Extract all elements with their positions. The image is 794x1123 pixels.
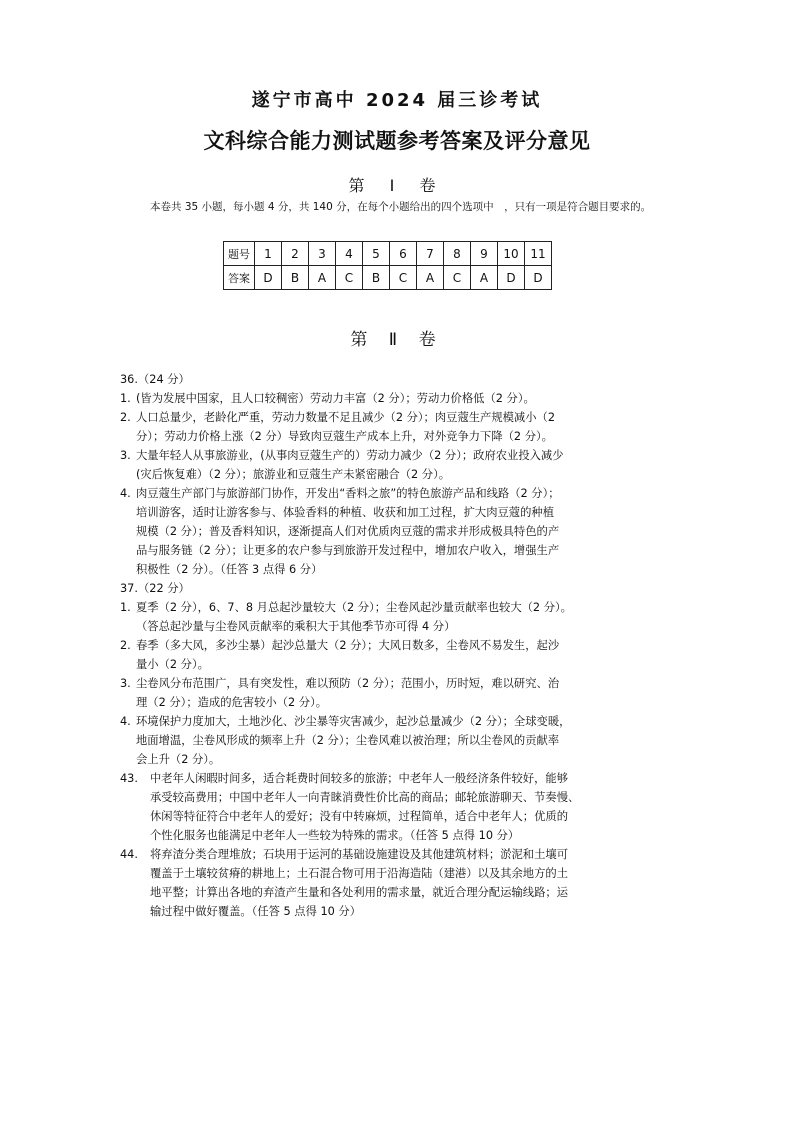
answer-line: 培训游客，适时让游客参与、体验香料的种植、收获和加工过程，扩大肉豆蔻的种植 (136, 506, 554, 519)
answer-line: 分）；劳动力价格上涨（2 分）导致肉豆蔻生产成本上升，对外竞争力下降（2 分）。 (136, 430, 553, 443)
table-cell: 10 (498, 242, 525, 266)
answer-line: 量小（2 分）。 (136, 658, 209, 671)
table-cell: 4 (336, 242, 363, 266)
question-44 (120, 845, 676, 921)
answer-line: 承受较高费用；中国中老年人一向青睐消费性价比高的商品；邮轮旅游聊天、节奏慢、 (150, 791, 580, 804)
item-number: 2. (120, 411, 131, 424)
part1-intro: 本卷共 35 小题，每小题 4 分，共 140 分，在每个小题给出的四个选项中 ，只有一项是符合题目要求的。 (150, 201, 652, 213)
answer-line: 会上升（2 分）。 (136, 753, 221, 766)
answer-line: 人口总量少，老龄化严重，劳动力数量不足且减少（2 分）；肉豆蔻生产规模减小（2 (136, 411, 556, 424)
table-cell: A (309, 266, 336, 290)
table-row-header: 答案 (224, 266, 255, 290)
q37-item-1 (120, 598, 676, 636)
exam-title: 遂宁市高中 2024 届三诊考试 (251, 90, 543, 111)
table-cell: D (498, 266, 525, 290)
answer-line: 规模（2 分）；普及香料知识，逐渐提高人们对优质肉豆蔻的需求并形成极具特色的产 (136, 525, 560, 538)
q37-item-4 (120, 712, 676, 769)
item-number: 1. (120, 392, 131, 405)
answer-line: 理（2 分）；造成的危害较小（2 分）。 (136, 696, 328, 709)
item-number: 4. (120, 487, 131, 500)
answer-line: 地平整；计算出各地的弃渣产生量和各处利用的需求量，就近合理分配运输线路；运 (150, 886, 568, 899)
question-number-row (224, 242, 552, 266)
q36-item-4 (120, 484, 676, 579)
answer-line: 将弃渣分类合理堆放；石块用于运河的基础设施建设及其他建筑材料；淤泥和土壤可 (150, 848, 568, 861)
item-number: 3. (120, 449, 131, 462)
table-cell: 1 (255, 242, 282, 266)
table-row-header: 题号 (224, 242, 255, 266)
table-cell: D (255, 266, 282, 290)
table-cell: 6 (390, 242, 417, 266)
answer-table (223, 241, 552, 290)
item-number: 43. (120, 772, 138, 785)
q36-item-2 (120, 408, 676, 446)
item-number: 44. (120, 848, 138, 861)
table-cell: C (444, 266, 471, 290)
exam-subtitle: 文科综合能力测试题参考答案及评分意见 (203, 129, 591, 153)
table-cell: D (525, 266, 552, 290)
q37-item-3 (120, 674, 676, 712)
item-number: 3. (120, 677, 131, 690)
part2-label: 第 Ⅱ 卷 (350, 330, 444, 350)
answer-line: 肉豆蔻生产部门与旅游部门协作，开发出“香料之旅”的特色旅游产品和线路（2 分）； (136, 487, 560, 500)
q36-item-1 (120, 389, 676, 408)
answer-line: 地面增温，尘卷风形成的频率上升（2 分）；尘卷风难以被治理；所以尘卷风的贡献率 (136, 734, 560, 747)
answer-line: 夏季（2 分），6、7、8 月总起沙量较大（2 分）；尘卷风起沙量贡献率也较大（2 分）。 (136, 601, 572, 614)
answer-line: （答总起沙量与尘卷风贡献率的乘积大于其他季节亦可得 4 分） (136, 620, 456, 633)
question-36-heading: 36.（24 分） (120, 373, 190, 386)
answer-line: 大量年轻人从事旅游业，(从事肉豆蔻生产的）劳动力减少（2 分）；政府农业投入减少 (136, 449, 564, 462)
table-cell: B (363, 266, 390, 290)
table-cell: 5 (363, 242, 390, 266)
table-cell: 11 (525, 242, 552, 266)
answer-line: 输过程中做好覆盖。（任答 5 点得 10 分） (150, 905, 362, 918)
answer-line: (皆为发展中国家，且人口较稠密）劳动力丰富（2 分）；劳动力价格低（2 分）。 (136, 392, 535, 405)
answer-line: 休闲等特征符合中老年人的爱好；没有中转麻烦，过程简单，适合中老年人；优质的 (150, 810, 568, 823)
table-cell: C (336, 266, 363, 290)
question-43 (120, 769, 676, 845)
q37-item-2 (120, 636, 676, 674)
answer-line: 尘卷风分布范围广，具有突发性，难以预防（2 分）；范围小，历时短，难以研究、治 (136, 677, 560, 690)
table-cell: 8 (444, 242, 471, 266)
answer-row (224, 266, 552, 290)
answer-line: 春季（多大风，多沙尘暴）起沙总量大（2 分）；大风日数多，尘卷风不易发生，起沙 (136, 639, 560, 652)
question-37-heading: 37.（22 分） (120, 582, 190, 595)
answer-line: 品与服务链（2 分）；让更多的农户参与到旅游开发过程中，增加农户收入，增强生产 (136, 544, 560, 557)
table-cell: 9 (471, 242, 498, 266)
item-number: 4. (120, 715, 131, 728)
item-number: 2. (120, 639, 131, 652)
part2-content (120, 370, 676, 921)
table-cell: B (282, 266, 309, 290)
table-cell: 3 (309, 242, 336, 266)
table-cell: 7 (417, 242, 444, 266)
answer-line: 环境保护力度加大，土地沙化、沙尘暴等灾害减少，起沙总量减少（2 分）；全球变暖， (136, 715, 571, 728)
part1-label: 第 Ⅰ 卷 (348, 176, 446, 195)
answer-line: 覆盖于土壤较贫瘠的耕地上；土石混合物可用于沿海造陆（建港）以及其余地方的土 (150, 867, 568, 880)
table-cell: A (417, 266, 444, 290)
table-cell: C (390, 266, 417, 290)
answer-line: 中老年人闲暇时间多，适合耗费时间较多的旅游；中老年人一般经济条件较好，能够 (150, 772, 568, 785)
answer-line: (灾后恢复难）（2 分）；旅游业和豆蔻生产未紧密融合（2 分）。 (136, 468, 451, 481)
table-cell: A (471, 266, 498, 290)
item-number: 1. (120, 601, 131, 614)
table-cell: 2 (282, 242, 309, 266)
answer-line: 积极性（2 分）。（任答 3 点得 6 分） (136, 563, 323, 576)
answer-line: 个性化服务也能满足中老年人一些较为特殊的需求。（任答 5 点得 10 分） (150, 829, 520, 842)
q36-item-3 (120, 446, 676, 484)
